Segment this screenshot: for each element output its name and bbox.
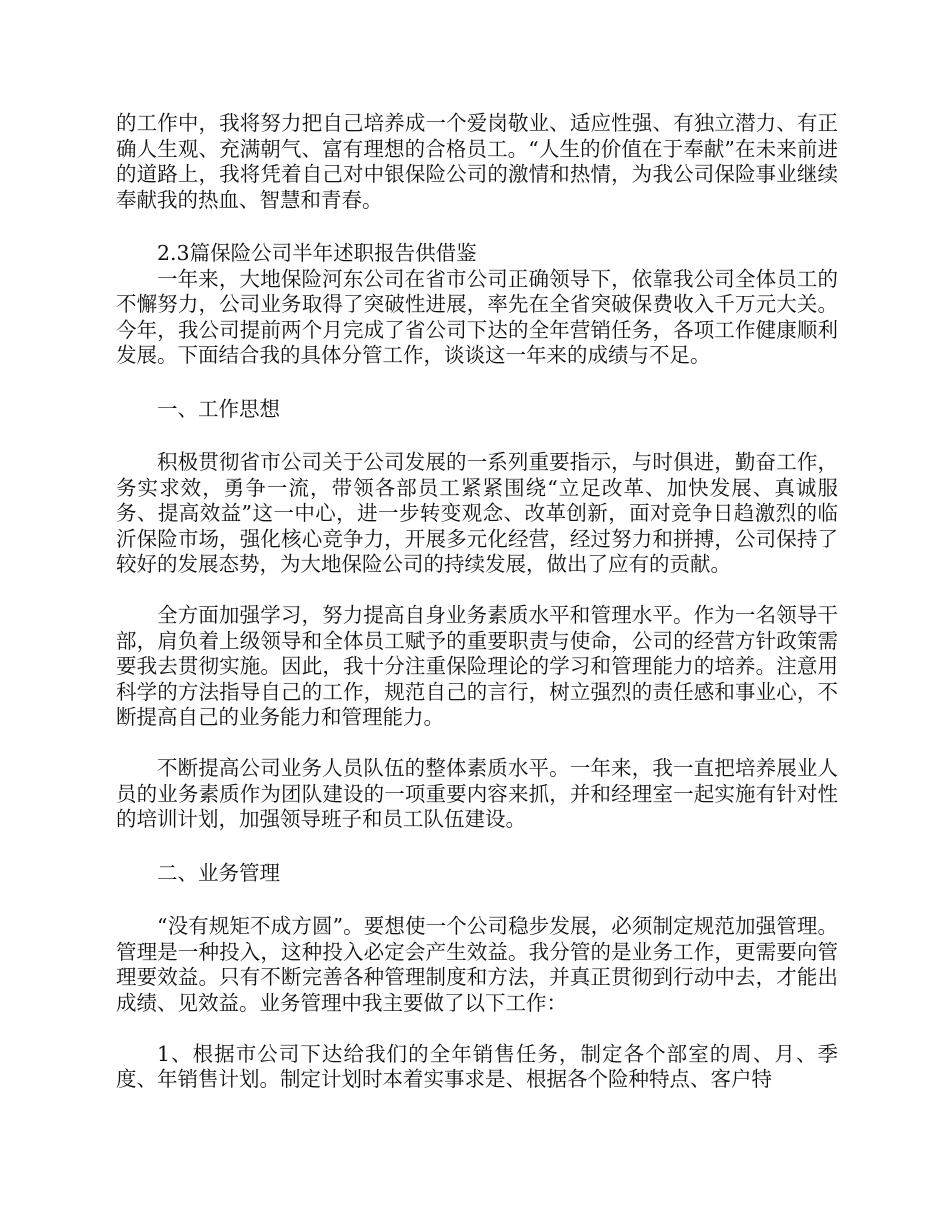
paragraph-work-thought: 积极贯彻省市公司关于公司发展的一系列重要指示，与时俱进，勤奋工作，务实求效，勇争一流，带领各部员工紧紧围绕“立足改革、加快发展、真诚服务、提高效益”这一中心，进一步转变观念、改革创新，面对竞争日趋激烈的临沂保险市场，强化核心竞争力，开展多元化经营，经过努力和拼搏，公司保持了较好的发展态势，为大地保险公司的持续发展，做出了应有的贡献。 [116, 450, 838, 576]
paragraph-team: 不断提高公司业务人员队伍的整体素质水平。一年来，我一直把培养展业人员的业务素质作为团队建设的一项重要内容来抓，并和经理室一起实施有针对性的培训计划，加强领导班子和员工队伍建设。 [116, 756, 838, 831]
paragraph-sales-plan: 1、根据市公司下达给我们的全年销售任务，制定各个部室的周、月、季度、年销售计划。制定计划时本着实事求是、根据各个险种特点、客户特 [116, 1041, 838, 1091]
paragraph-intro: 一年来，大地保险河东公司在省市公司正确领导下，依靠我公司全体员工的不懈努力，公司业务取得了突破性进展，率先在全省突破保费收入千万元大关。今年，我公司提前两个月完成了省公司下达的全年营销任务，各项工作健康顺利发展。下面结合我的具体分管工作，谈谈这一年来的成绩与不足。 [116, 266, 838, 367]
paragraph-management: “没有规矩不成方圆”。要想使一个公司稳步发展，必须制定规范加强管理。管理是一种投入，这种投入必定会产生效益。我分管的是业务工作，更需要向管理要效益。只有不断完善各种管理制度和方法，并真正贯彻到行动中去，才能出成绩、见效益。业务管理中我主要做了以下工作： [116, 914, 838, 1015]
paragraph-study: 全方面加强学习，努力提高自身业务素质水平和管理水平。作为一名领导干部，肩负着上级领导和全体员工赋予的重要职责与使命，公司的经营方针政策需要我去贯彻实施。因此，我十分注重保险理论的学习和管理能力的培养。注意用科学的方法指导自己的工作，规范自己的言行，树立强烈的责任感和事业心，不断提高自己的业务能力和管理能力。 [116, 603, 838, 729]
paragraph-continuation: 的工作中，我将努力把自己培养成一个爱岗敬业、适应性强、有独立潜力、有正确人生观、充满朝气、富有理想的合格员工。“人生的价值在于奉献”在未来前进的道路上，我将凭着自己对中银保险公司的激情和热情，为我公司保险事业继续奉献我的热血、智慧和青春。 [116, 111, 838, 212]
document-page [116, 111, 838, 1093]
heading-work-thought: 一、工作思想 [157, 396, 280, 421]
heading-business-management: 二、业务管理 [157, 860, 280, 885]
section-heading-2-3: 2.3篇保险公司半年述职报告供借鉴 [157, 241, 477, 265]
